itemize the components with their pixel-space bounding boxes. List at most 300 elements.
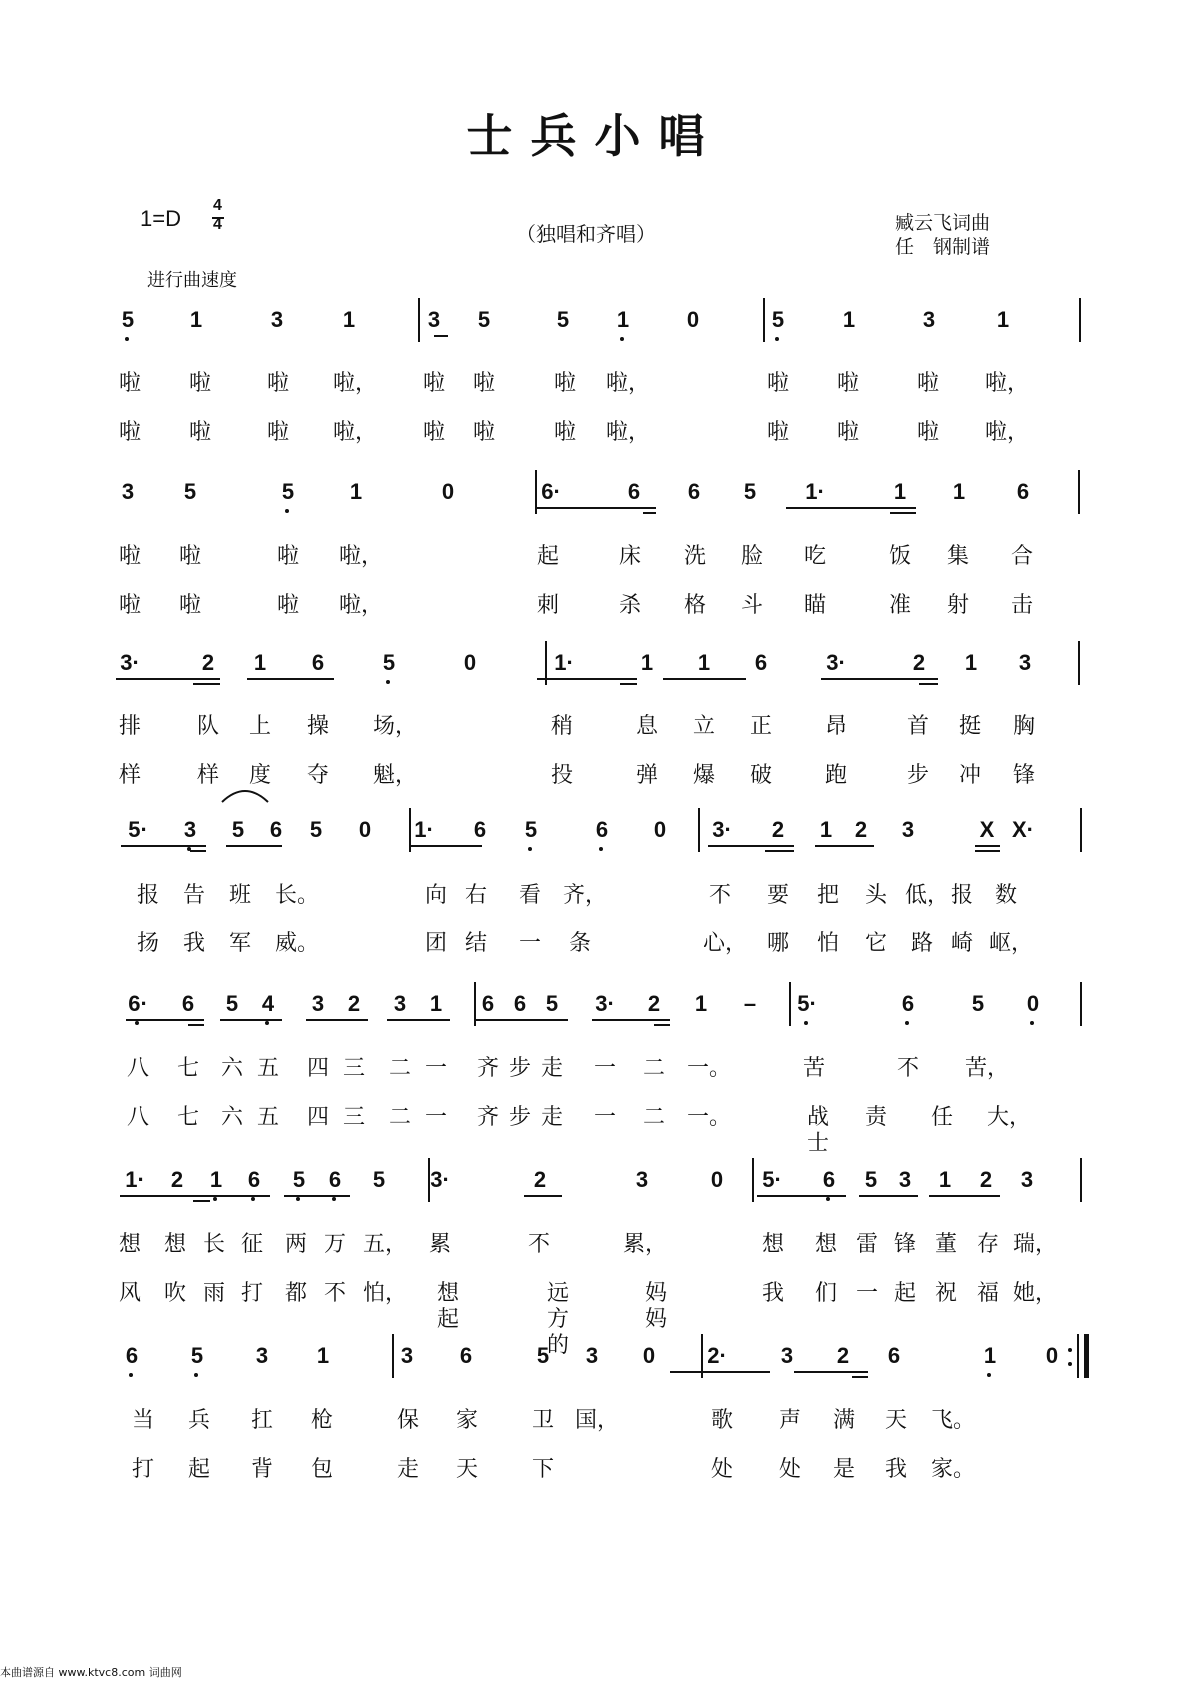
jianpu-note: 6 [1016,479,1030,504]
jianpu-note: 5 [382,650,396,675]
lyric-verse-1: 长。 [275,883,320,908]
jianpu-note: 6 [473,817,487,842]
lyric-verse-2: 一 [424,1105,447,1130]
jianpu-note: 4 [261,991,275,1016]
lyric-verse-2: 扬 [136,931,159,956]
jianpu-note: 1 [938,1167,952,1192]
lyric-verse-1: 歌 [710,1408,733,1433]
jianpu-note: 5 [121,307,135,332]
jianpu-note: 5 [536,1343,550,1368]
lyric-verse-2: 啦， [985,420,1030,445]
lyric-verse-1: 万 [323,1232,346,1257]
lyric-verse-2: 四 [306,1105,329,1130]
lyric-verse-2: 啦 [836,420,859,445]
jianpu-note: 6 [311,650,325,675]
jianpu-note: 1 [349,479,363,504]
jianpu-note: 2 [170,1167,184,1192]
lyric-verse-2: 啦 [118,420,141,445]
jianpu-note: 3 [183,817,197,842]
jianpu-note: 5 [231,817,245,842]
lyric-verse-2: 啦 [178,593,201,618]
lyric-verse-1: 二 [388,1056,411,1081]
lyric-verse-2: 二 [642,1105,665,1130]
lyric-verse-2: 打 [240,1281,263,1306]
lyric-verse-1: 雷 [855,1232,878,1257]
lyric-verse-2: 瞄 [803,593,826,618]
lyric-verse-1: 啦， [339,544,384,569]
jianpu-note: 2 [771,817,785,842]
lyric-verse-1: 啦， [333,371,378,396]
jianpu-note: 5 [556,307,570,332]
song-title: 士兵小唱 [466,109,723,163]
jianpu-note: 3 [311,991,325,1016]
jianpu-note: 3 [585,1343,599,1368]
jianpu-note: 5 [477,307,491,332]
lyric-verse-1: 昂 [824,714,847,739]
lyric-verse-1: 保 [396,1408,419,1433]
lyric-verse-2: 天 [455,1457,478,1482]
jianpu-note: 1 [996,307,1010,332]
lyric-verse-1: 啦 [553,371,576,396]
lyric-verse-1: 枪 [310,1408,333,1433]
jianpu-note: 2 [347,991,361,1016]
lyric-verse-2: 六 [220,1105,243,1130]
lyric-verse-1: 啦 [472,371,495,396]
jianpu-note: 1 [640,650,654,675]
credit-notation: 任 钢制谱 [895,236,991,258]
lyric-verse-1: 操 [306,714,329,739]
source-footer: 本曲谱源自 www.ktvc8.com 词曲网 [0,1666,182,1679]
jianpu-note: 6 [887,1343,901,1368]
lyric-verse-2: 不 [323,1281,346,1306]
jianpu-note: 3 [901,817,915,842]
jianpu-note: X· [1012,817,1034,842]
lyric-verse-2: 斗 [740,593,763,618]
jianpu-note: 5 [225,991,239,1016]
lyric-verse-1: 想 [163,1232,186,1257]
lyric-verse-2: 一。 [687,1105,732,1130]
lyric-verse-1: 集 [946,544,969,569]
lyric-verse-2: 冲 [958,763,981,788]
jianpu-note: 3· [712,817,732,842]
lyric-verse-1: 当 [131,1408,154,1433]
time-signature-bottom: 4 [213,216,222,233]
jianpu-note: 0 [441,479,455,504]
lyric-verse-1: 三 [342,1056,365,1081]
jianpu-note: 0 [1026,991,1040,1016]
time-signature-top: 4 [213,197,222,214]
lyric-verse-1: 累， [623,1232,668,1257]
lyric-verse-1: 走 [540,1056,563,1081]
lyric-verse-1: 五 [256,1056,279,1081]
jianpu-note: 0 [463,650,477,675]
lyric-verse-2: 五 [256,1105,279,1130]
lyric-verse-1: 床 [618,544,641,569]
lyric-verse-2: 军 [228,931,251,956]
lyric-verse-1: 一 [424,1056,447,1081]
jianpu-note: 3 [400,1343,414,1368]
lyric-verse-1: 步 [508,1056,531,1081]
lyric-verse-1: 齐 [476,1056,499,1081]
lyric-verse-1: 苦， [965,1056,1010,1081]
lyric-verse-2: 条 [568,931,591,956]
lyric-verse-2: 破 [749,763,772,788]
lyric-verse-1: 瑞， [1013,1232,1058,1257]
lyric-verse-2: 远方的 [546,1281,569,1358]
jianpu-note: 3 [1020,1167,1034,1192]
jianpu-note: 1 [697,650,711,675]
lyric-verse-2: 走 [396,1457,419,1482]
lyric-verse-2: 吹 [163,1281,186,1306]
jianpu-note: 6 [754,650,768,675]
jianpu-note: 3 [922,307,936,332]
lyric-verse-2: 起 [893,1281,916,1306]
lyric-verse-2: 七 [176,1105,199,1130]
lyric-verse-1: 啦 [178,544,201,569]
lyric-verse-2: 怕 [816,931,839,956]
lyric-verse-1: 起 [536,544,559,569]
lyric-verse-2: 步 [508,1105,531,1130]
lyric-verse-2: 风 [118,1281,141,1306]
lyric-verse-2: 齐 [476,1105,499,1130]
lyric-verse-2: 妈妈 [644,1281,667,1332]
lyric-verse-1: 满 [832,1408,855,1433]
lyric-verse-1: 卫 [531,1408,554,1433]
jianpu-note: 0 [642,1343,656,1368]
lyric-verse-2: 啦 [422,420,445,445]
lyric-verse-1: 五， [363,1232,408,1257]
lyric-verse-1: 啦 [766,371,789,396]
lyric-verse-1: 锋 [893,1232,916,1257]
jianpu-note: 2 [836,1343,850,1368]
jianpu-note: 5 [372,1167,386,1192]
lyric-verse-2: 弹 [635,763,658,788]
jianpu-note: 1 [983,1343,997,1368]
jianpu-note: 2 [201,650,215,675]
lyric-verse-2: 爆 [692,763,715,788]
key-signature: 1=D [140,206,181,231]
lyric-verse-2: 啦 [916,420,939,445]
lyric-verse-1: 稍 [550,714,573,739]
performance-note: （独唱和齐唱） [516,222,656,246]
lyric-verse-2: 步 [906,763,929,788]
lyric-verse-2: 威。 [275,931,320,956]
lyric-verse-2: 想起 [436,1281,459,1332]
lyric-verse-2: 样 [196,763,219,788]
lyric-verse-2: 是 [832,1457,855,1482]
jianpu-note: 2 [912,650,926,675]
lyric-verse-1: 洗 [683,544,706,569]
lyric-verse-1: 首 [906,714,929,739]
jianpu-note: 2· [707,1343,727,1368]
lyric-verse-1: 报 [136,883,159,908]
jianpu-note: 1 [189,307,203,332]
lyric-verse-2: 福 [976,1281,999,1306]
jianpu-note: 5 [971,991,985,1016]
lyric-verse-2: 下 [531,1457,554,1482]
lyric-verse-1: 立 [692,714,715,739]
jianpu-note: 6 [181,991,195,1016]
lyric-verse-1: 不 [527,1232,550,1257]
jianpu-note: 1· [125,1167,145,1192]
jianpu-note: 6 [901,991,915,1016]
lyric-verse-1: 看 [518,883,541,908]
lyric-verse-1: 兵 [187,1408,210,1433]
lyric-verse-2: 处 [778,1457,801,1482]
lyric-verse-1: 啦， [985,371,1030,396]
jianpu-note: 5· [797,991,817,1016]
jianpu-note: 2 [647,991,661,1016]
lyric-verse-1: 向 [424,883,447,908]
lyric-verse-2: 锋 [1012,763,1035,788]
lyric-verse-2: 三 [342,1105,365,1130]
jianpu-note: 1 [429,991,443,1016]
lyric-verse-2: 背 [250,1457,273,1482]
lyric-verse-2: 结 [464,931,487,956]
lyric-verse-2: 路 [910,931,933,956]
lyric-verse-2: 啦 [118,593,141,618]
lyric-verse-1: 四 [306,1056,329,1081]
lyric-verse-2: 打 [131,1457,154,1482]
lyric-verse-2: 跑 [824,763,847,788]
lyric-verse-1: 排 [118,714,141,739]
lyric-verse-2: 我 [182,931,205,956]
lyric-verse-2: 准 [888,593,911,618]
lyric-verse-1: 头 [864,883,887,908]
lyric-verse-2: 杀 [618,593,641,618]
jianpu-note: – [743,991,757,1016]
lyric-verse-2: 祝 [934,1281,957,1306]
jianpu-note: 5 [292,1167,306,1192]
lyric-verse-2: 雨 [202,1281,225,1306]
jianpu-note: 3· [120,650,140,675]
lyric-verse-1: 声 [778,1408,801,1433]
lyric-verse-1: 想 [761,1232,784,1257]
lyric-verse-1: 低， [905,883,950,908]
lyric-verse-2: 我 [884,1457,907,1482]
lyric-verse-2: 八 [126,1105,149,1130]
lyric-verse-2: 家。 [931,1457,976,1482]
lyric-verse-2: 度 [248,763,271,788]
jianpu-note: 1 [952,479,966,504]
lyric-verse-1: 吃 [803,544,826,569]
lyric-verse-1: 国， [575,1408,620,1433]
lyric-verse-1: 挺 [958,714,981,739]
lyric-verse-2: 啦， [606,420,651,445]
lyric-verse-1: 天 [884,1408,907,1433]
lyric-verse-1: 把 [816,883,839,908]
jianpu-note: 6· [128,991,148,1016]
lyric-verse-2: 哪 [766,931,789,956]
jianpu-note: 1 [342,307,356,332]
jianpu-note: 1 [316,1343,330,1368]
lyric-verse-2: 它 [864,931,887,956]
lyric-verse-2: 一 [593,1105,616,1130]
jianpu-note: 1 [842,307,856,332]
lyric-verse-2: 我 [761,1281,784,1306]
lyric-verse-2: 啦， [339,593,384,618]
jianpu-note: 0 [653,817,667,842]
jianpu-note: 6 [247,1167,261,1192]
jianpu-note: 2 [854,817,868,842]
lyric-verse-1: 飞。 [931,1408,976,1433]
jianpu-note: 3 [780,1343,794,1368]
lyric-verse-2: 团 [424,931,447,956]
jianpu-note: 6 [595,817,609,842]
lyric-verse-1: 两 [284,1232,307,1257]
lyric-verse-1: 饭 [888,544,911,569]
lyric-verse-2: 任 [930,1105,953,1130]
lyric-verse-1: 六 [220,1056,243,1081]
jianpu-note: 5 [743,479,757,504]
jianpu-note: 0 [686,307,700,332]
lyric-verse-1: 扛 [250,1408,273,1433]
jianpu-note: X [979,817,995,842]
lyric-verse-1: 啦 [836,371,859,396]
jianpu-note: 2 [533,1167,547,1192]
lyric-verse-1: 啦， [606,371,651,396]
jianpu-note: 0 [358,817,372,842]
lyric-verse-1: 想 [118,1232,141,1257]
jianpu-note: 6 [125,1343,139,1368]
lyric-verse-1: 八 [126,1056,149,1081]
jianpu-note: 3· [595,991,615,1016]
jianpu-note: 3· [430,1167,450,1192]
lyric-verse-2: 啦 [553,420,576,445]
jianpu-note: 1 [893,479,907,504]
jianpu-note: 3 [898,1167,912,1192]
lyric-verse-1: 场， [373,714,418,739]
lyric-verse-1: 七 [176,1056,199,1081]
lyric-verse-2: 啦 [276,593,299,618]
jianpu-note: 6 [328,1167,342,1192]
jianpu-note: 5 [524,817,538,842]
jianpu-note: 2 [979,1167,993,1192]
lyric-verse-1: 上 [248,714,271,739]
jianpu-note: 5 [309,817,323,842]
jianpu-note: 1 [209,1167,223,1192]
lyric-verse-2: 击 [1010,593,1033,618]
lyric-verse-2: 岖， [989,931,1034,956]
lyric-verse-2: 啦 [266,420,289,445]
lyric-verse-1: 一 [593,1056,616,1081]
jianpu-note: 6 [269,817,283,842]
lyric-verse-2: 一 [518,931,541,956]
lyric-verse-1: 家 [455,1408,478,1433]
tempo-marking: 进行曲速度 [147,270,237,291]
lyric-verse-2: 一 [855,1281,878,1306]
lyric-verse-1: 合 [1010,544,1033,569]
lyric-verse-1: 二 [642,1056,665,1081]
jianpu-note: 6 [459,1343,473,1368]
jianpu-note: 5 [183,479,197,504]
jianpu-note: 5· [762,1167,782,1192]
lyric-verse-1: 要 [766,883,789,908]
jianpu-note: 0 [1045,1343,1059,1368]
lyric-verse-1: 数 [994,883,1017,908]
lyric-verse-1: 啦 [118,371,141,396]
lyric-verse-1: 告 [182,883,205,908]
lyric-verse-2: 责 [864,1105,887,1130]
lyric-verse-1: 不 [708,883,731,908]
lyric-verse-1: 啦 [276,544,299,569]
lyric-verse-1: 啦 [422,371,445,396]
jianpu-note: 1 [819,817,833,842]
lyric-verse-1: 齐， [563,883,608,908]
jianpu-note: 3 [270,307,284,332]
jianpu-note: 5 [190,1343,204,1368]
lyric-verse-1: 正 [749,714,772,739]
jianpu-note: 3 [393,991,407,1016]
lyric-verse-2: 大， [987,1105,1032,1130]
jianpu-note: 1· [805,479,825,504]
jianpu-note: 3 [255,1343,269,1368]
jianpu-note: 0 [710,1167,724,1192]
jianpu-note: 6 [822,1167,836,1192]
jianpu-note: 3 [427,307,441,332]
jianpu-note: 6 [513,991,527,1016]
lyric-verse-2: 们 [814,1281,837,1306]
jianpu-note: 5 [281,479,295,504]
jianpu-note: 3 [1018,650,1032,675]
lyric-verse-1: 存 [976,1232,999,1257]
lyric-verse-2: 啦， [333,420,378,445]
lyric-verse-1: 苦 [802,1056,825,1081]
lyric-verse-1: 不 [896,1056,919,1081]
lyric-verse-2: 她， [1013,1281,1058,1306]
lyric-verse-2: 都 [284,1281,307,1306]
jianpu-note: 5 [771,307,785,332]
jianpu-note: 6 [627,479,641,504]
lyric-verse-1: 胸 [1012,714,1035,739]
lyric-verse-2: 二 [388,1105,411,1130]
jianpu-note: 6 [687,479,701,504]
lyric-verse-2: 崎 [950,931,973,956]
lyric-verse-1: 班 [228,883,251,908]
lyric-verse-1: 想 [814,1232,837,1257]
lyric-verse-2: 走 [540,1105,563,1130]
jianpu-note: 3· [826,650,846,675]
jianpu-note: 1· [414,817,434,842]
lyric-verse-1: 脸 [740,544,763,569]
lyric-verse-2: 魁， [373,763,418,788]
jianpu-note: 5 [864,1167,878,1192]
jianpu-note: 1· [554,650,574,675]
credit-lyrics-music: 臧云飞词曲 [895,212,991,234]
lyric-verse-1: 啦 [916,371,939,396]
jianpu-note: 5· [128,817,148,842]
lyric-verse-2: 啦 [766,420,789,445]
lyric-verse-1: 啦 [188,371,211,396]
lyric-verse-2: 心， [703,931,748,956]
lyric-verse-2: 格 [683,593,706,618]
lyric-verse-1: 队 [196,714,219,739]
lyric-verse-1: 董 [934,1232,957,1257]
lyric-verse-2: 起 [187,1457,210,1482]
jianpu-note: 1 [616,307,630,332]
lyric-verse-1: 右 [464,883,487,908]
lyric-verse-2: 处 [710,1457,733,1482]
lyric-verse-2: 怕， [363,1281,408,1306]
lyric-verse-2: 包 [310,1457,333,1482]
lyric-verse-1: 啦 [118,544,141,569]
jianpu-note: 1 [964,650,978,675]
jianpu-note: 6· [541,479,561,504]
jianpu-note: 1 [694,991,708,1016]
lyric-verse-1: 息 [635,714,658,739]
lyric-verse-2: 战士 [806,1105,829,1156]
lyric-verse-2: 样 [118,763,141,788]
